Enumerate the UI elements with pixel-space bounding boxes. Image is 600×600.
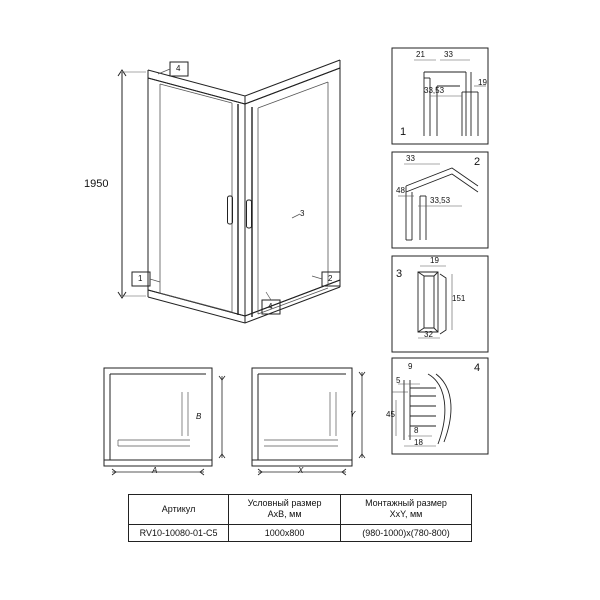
callout-1-main: 1 (138, 274, 143, 283)
main-height-dimension: 1950 (84, 178, 109, 190)
plan-top-dim-A: A (152, 466, 158, 475)
header-nominal-line1: Условный размер (247, 498, 322, 508)
header-article (129, 495, 229, 525)
detail-1-dim-3353: 33,53 (424, 86, 445, 95)
detail-3-dim-19: 19 (430, 256, 439, 265)
detail-2-dim-3353: 33,53 (430, 196, 451, 205)
detail-4-dim-9: 9 (408, 362, 413, 371)
header-nominal-line2: АхВ, мм (267, 509, 302, 520)
detail-2-dim-48: 48 (396, 186, 405, 195)
callout-3-main: 3 (300, 209, 305, 218)
detail-3-dim-32: 32 (424, 330, 433, 339)
plan-side-dim-X: X (298, 466, 304, 475)
detail-1-dim-19: 19 (478, 78, 487, 87)
plan-side-dim-Y: Y (350, 410, 356, 419)
detail-4-dim-5: 5 (396, 376, 401, 385)
callout-4-bottom: 4 (268, 302, 273, 311)
cell-nominal-size: 1000x800 (229, 524, 341, 541)
detail-1-dim-33: 33 (444, 50, 453, 59)
detail-2-number: 2 (474, 156, 481, 168)
header-nominal-size (229, 495, 341, 525)
header-article-line1: Артикул (161, 503, 196, 514)
table-header-row (129, 495, 472, 525)
header-mounting-line2: ХхY, мм (389, 509, 423, 520)
callout-2-main: 2 (328, 274, 333, 283)
detail-4-dim-18: 18 (414, 438, 423, 447)
header-mounting-size (341, 495, 472, 525)
detail-4-dim-45: 45 (386, 410, 395, 419)
detail-4-dim-8: 8 (414, 426, 419, 435)
callout-4-top: 4 (176, 64, 181, 73)
header-mounting-line1: Монтажный размер (365, 498, 447, 508)
cell-mounting-size: (980-1000)x(780-800) (341, 524, 472, 541)
spec-table (128, 494, 472, 542)
detail-1-number: 1 (400, 126, 407, 138)
cell-article: RV10-10080-01-C5 (129, 524, 229, 541)
detail-3-dim-151: 151 (452, 294, 466, 303)
detail-2-dim-33: 33 (406, 154, 415, 163)
detail-1-dim-21: 21 (416, 50, 425, 59)
table-row (129, 524, 472, 541)
detail-3-number: 3 (396, 268, 403, 280)
detail-4-number: 4 (474, 362, 481, 374)
plan-top-dim-B: B (196, 412, 202, 421)
